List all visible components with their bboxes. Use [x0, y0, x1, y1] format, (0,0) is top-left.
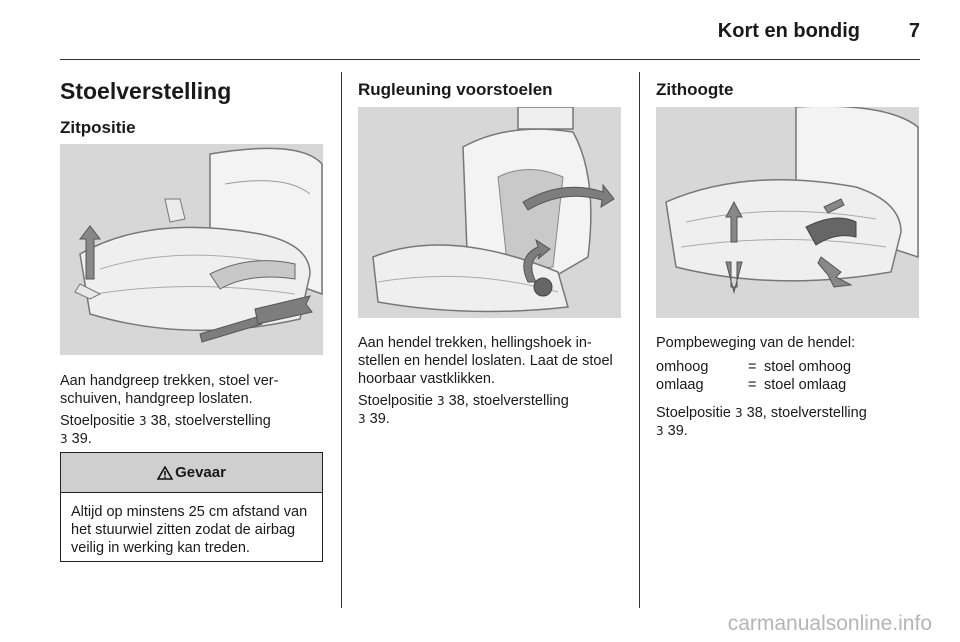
reference-zithoogte — [656, 404, 919, 440]
reference-tail: 38, stoelverstelling — [150, 413, 271, 429]
danger-body: Altijd op minstens 25 cm afstand van het stuurwiel zitten zodat de airbag veilig in werking kan treden. — [71, 504, 308, 556]
paragraph-rugleuning: Aan hendel trekken, hellingshoek in-stellen en hendel loslaten. Laat de stoel hoorbaar vastklikken. — [358, 335, 613, 387]
reference-arrow-icon: 3 — [60, 432, 68, 446]
header-title: Kort en bondig — [717, 20, 860, 42]
column-divider-2 — [639, 72, 640, 608]
page-header — [60, 18, 920, 60]
reference-page: 39. — [667, 423, 688, 439]
table-value: stoel omlaag — [764, 377, 847, 393]
reference-lead: Stoelpositie — [60, 413, 135, 429]
reference-arrow-icon: 3 — [437, 394, 445, 408]
reference-tail: 38, stoelverstelling — [746, 405, 867, 421]
table-row — [656, 358, 919, 376]
section-heading: Stoelverstelling — [60, 78, 232, 104]
table-key: omhoog — [656, 359, 709, 375]
reference-lead: Stoelpositie — [656, 405, 731, 421]
seatback-recline-illustration — [358, 107, 621, 318]
seat-slide-illustration — [60, 144, 323, 355]
column-divider-1 — [341, 72, 342, 608]
reference-lead: Stoelpositie — [358, 393, 433, 409]
warning-triangle-icon — [157, 466, 173, 480]
reference-arrow-icon: 3 — [139, 414, 147, 428]
table-equals: = — [748, 359, 757, 375]
reference-page: 39. — [369, 411, 390, 427]
lever-action-table — [656, 358, 919, 394]
reference-arrow-icon: 3 — [358, 412, 366, 426]
heading-rugleuning: Rugleuning voorstoelen — [358, 80, 553, 99]
watermark: carmanualsonline.info — [727, 612, 932, 635]
reference-arrow-icon: 3 — [656, 424, 664, 438]
reference-tail: 38, stoelverstelling — [448, 393, 569, 409]
seat-height-illustration — [656, 107, 919, 318]
reference-page: 39. — [71, 431, 92, 447]
table-value: stoel omhoog — [764, 359, 852, 375]
table-key: omlaag — [656, 377, 704, 393]
heading-zithoogte: Zithoogte — [656, 80, 734, 99]
paragraph-zithoogte: Pompbeweging van de hendel: — [656, 335, 856, 351]
danger-notice — [60, 452, 323, 562]
table-row — [656, 376, 919, 394]
reference-arrow-icon: 3 — [735, 406, 743, 420]
page-number: 7 — [908, 20, 920, 42]
paragraph-zitpositie: Aan handgreep trekken, stoel ver-schuiven, handgreep loslaten. — [60, 373, 279, 407]
reference-zitpositie — [60, 412, 323, 448]
reference-rugleuning — [358, 392, 621, 428]
subheading-zitpositie: Zitpositie — [60, 118, 136, 137]
danger-header — [61, 453, 322, 493]
table-equals: = — [748, 377, 757, 393]
danger-title: Gevaar — [175, 464, 226, 481]
